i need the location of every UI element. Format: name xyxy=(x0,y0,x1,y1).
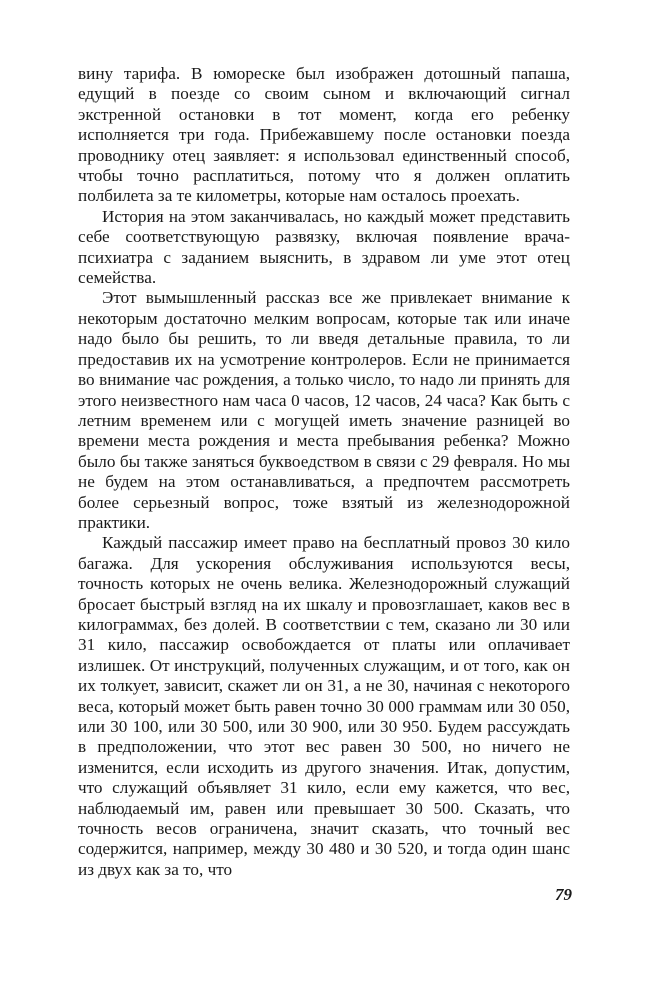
paragraph-1: вину тарифа. В юмореске был изображен дотошный папаша, едущий в поезде со своим сыном и включающий сигнал экстренной остановки в тот момент, когда его ребенку исполняется три года. Прибежавшему после остановки поезда проводнику отец заявляет: я использовал единственный способ, чтобы точно расплатиться, потому что я должен оплатить полбилета за те километры, которые нам осталось проехать. xyxy=(78,64,570,206)
paragraph-3: Этот вымышленный рассказ все же привлекает внимание к некоторым достаточно мелким вопросам, которые так или иначе надо было бы решить, то ли введя детальные правила, то ли предоставив их на усмотрение контролеров. Если не принимается во внимание час рождения, а только число, то надо ли принять для этого неизвестного нам часа 0 часов, 12 часов, 24 часа? Как быть с летним временем или с могущей иметь значение разницей во времени места рождения и места пребывания ребенка? Можно было бы также заняться буквоедством в связи с 29 февраля. Но мы не будем на этом останавливаться, а предпочтем рассмотреть более серьезный вопрос, тоже взятый из железнодорожной практики. xyxy=(78,288,570,532)
page-number: 79 xyxy=(555,885,572,904)
body-text xyxy=(78,64,570,880)
paragraph-2: История на этом заканчивалась, но каждый может представить себе соответствующую развязку, включая появление врача-психиатра с заданием выяснить, в здравом ли уме этот отец семейства. xyxy=(78,206,570,288)
paragraph-4: Каждый пассажир имеет право на бесплатный провоз 30 кило багажа. Для ускорения обслуживания используются весы, точность которых не очень велика. Железнодорожный служащий бросает быстрый взгляд на их шкалу и провозглашает, каков вес в килограммах, без долей. В соответствии с тем, сказано ли 30 или 31 кило, пассажир освобождается от платы или оплачивает излишек. От инструкций, полученных служащим, и от того, как он их толкует, зависит, скажет ли он 31, а не 30, начиная с некоторого веса, который может быть равен точно 30 000 граммам или 30 050, или 30 100, или 30 500, или 30 900, или 30 950. Будем рассуждать в предположении, что этот вес равен 30 500, но ничего не изменится, если исходить из другого значения. Итак, допустим, что служащий объявляет 31 кило, если ему кажется, что вес, наблюдаемый им, равен или превышает 30 500. Сказать, что точность весов ограничена, значит сказать, что точный вес содержится, например, между 30 480 и 30 520, и тогда один шанс из двух как за то, что xyxy=(78,533,570,879)
